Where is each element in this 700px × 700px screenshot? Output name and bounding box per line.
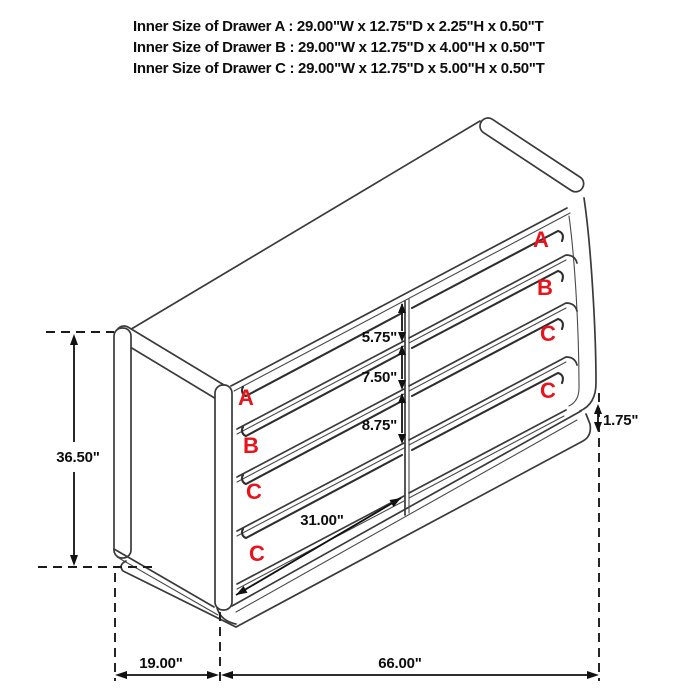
spec-line-a: Inner Size of Drawer A : 29.00"W x 12.75"D x 2.25"H x 0.50"T bbox=[133, 18, 544, 35]
drawer-label-left-b: B bbox=[243, 433, 259, 458]
drawer-letter-labels bbox=[238, 227, 556, 566]
spec-line-c: Inner Size of Drawer C : 29.00"W x 12.75"D x 5.00"H x 0.50"T bbox=[133, 60, 545, 77]
dresser-top bbox=[113, 115, 587, 610]
drawer-a-front-value: 5.75" bbox=[361, 329, 397, 346]
front-left-corner-post bbox=[215, 385, 232, 610]
left-panel-bottom-edge bbox=[114, 549, 214, 607]
spec-line-b: Inner Size of Drawer B : 29.00"W x 12.75"D x 4.00"H x 0.50"T bbox=[133, 39, 545, 56]
drawer-b-front-value: 7.50" bbox=[361, 369, 397, 386]
drawer-opening-value: 31.00" bbox=[300, 512, 344, 529]
base-height-value: 1.75" bbox=[603, 412, 639, 429]
width-value: 66.00" bbox=[378, 655, 422, 672]
height-value: 36.50" bbox=[56, 449, 100, 466]
drawer-label-left-a: A bbox=[238, 385, 254, 410]
top-right-edge-rail bbox=[477, 115, 587, 195]
drawer-spec-header bbox=[133, 18, 545, 77]
drawer-label-left-c2: C bbox=[249, 541, 265, 566]
left-plinth-top-edge bbox=[117, 557, 218, 615]
drawer-label-right-c1: C bbox=[540, 321, 556, 346]
dimension-footprint bbox=[115, 573, 599, 681]
drawer-label-right-c2: C bbox=[540, 378, 556, 403]
drawer-c-front-value: 8.75" bbox=[361, 417, 397, 434]
top-front-edge bbox=[231, 208, 567, 386]
drawer-label-right-b: B bbox=[537, 275, 553, 300]
body-bottom-edge bbox=[232, 411, 581, 606]
back-left-corner-post bbox=[114, 328, 131, 558]
right-corner-outer-edge bbox=[580, 198, 596, 411]
drawer-label-right-a: A bbox=[533, 227, 549, 252]
dimension-drawer-front-chain bbox=[362, 303, 406, 444]
depth-value: 19.00" bbox=[139, 655, 183, 672]
drawer-label-left-c1: C bbox=[246, 479, 262, 504]
drawer-front-face bbox=[232, 198, 596, 612]
dimension-base-height bbox=[594, 393, 638, 681]
dimension-overall-height bbox=[38, 332, 158, 567]
